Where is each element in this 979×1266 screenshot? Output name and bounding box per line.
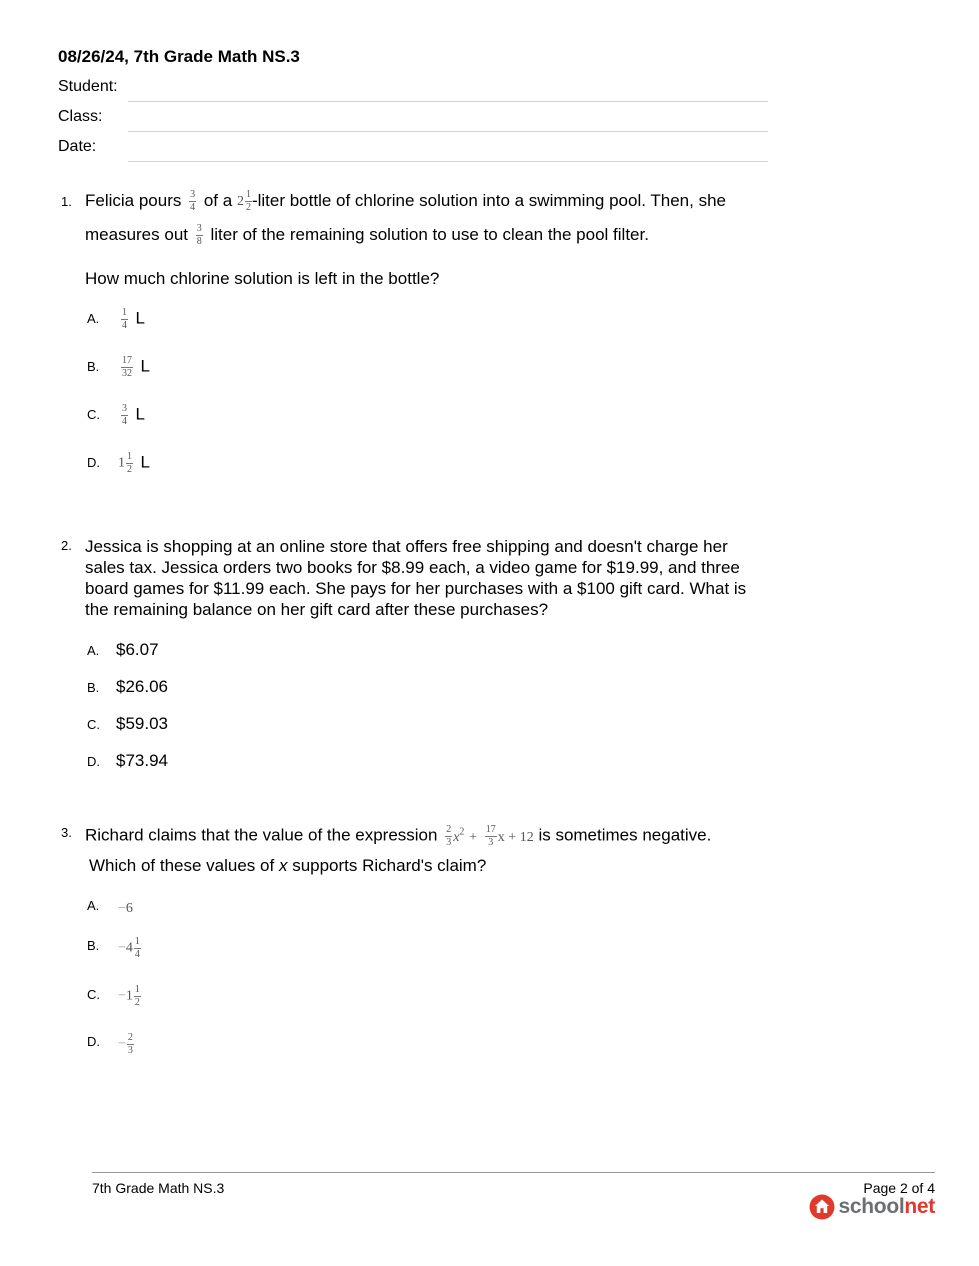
q3-option-b-sign: − <box>118 940 126 956</box>
q2-line-4: the remaining balance on her gift card after these purchases? <box>85 600 549 619</box>
q2-option-a-letter: A. <box>87 643 100 658</box>
q1-text-4: measures out <box>85 225 188 244</box>
q2-option-d[interactable]: $73.94 <box>116 751 168 770</box>
q1-text-3: -liter bottle of chlorine solution into a swimming pool. Then, she <box>251 191 726 210</box>
q1-option-d-letter: D. <box>87 455 100 470</box>
q3-option-c-letter: C. <box>87 987 100 1002</box>
q1-option-c-unit: L <box>135 404 145 424</box>
q3-option-b-fraction: $\frac{1}{4}$ <box>134 936 140 960</box>
student-field-line <box>128 101 768 102</box>
q1-text-1: Felicia pours <box>85 191 182 210</box>
house-icon <box>809 1194 835 1220</box>
question-3-prompt <box>89 855 486 876</box>
q1-option-c[interactable] <box>118 404 145 427</box>
q3-prompt-after: supports Richard's claim? <box>292 856 487 875</box>
q3-option-c-whole: 1 <box>125 988 133 1004</box>
q3-option-a-letter: A. <box>87 898 100 913</box>
q1-option-d-fraction: $\frac{1}{2}$ <box>127 451 132 475</box>
q2-line-3: board games for $11.99 each. She pays for her purchases with a $100 gift card. What is <box>85 579 747 598</box>
q3-expr-tail: x + 12 <box>497 829 534 845</box>
q3-option-a-sign: − <box>118 900 126 916</box>
q3-option-d-sign: − <box>118 1036 126 1052</box>
q3-option-c[interactable] <box>118 985 144 1008</box>
q3-option-a-whole: 6 <box>125 900 133 916</box>
q3-option-a[interactable] <box>118 900 133 918</box>
q3-expr-fraction-1: $\frac{2}{3}$ <box>446 823 452 848</box>
class-field-line <box>128 131 768 132</box>
page-number: Page 2 of 4 <box>863 1180 935 1196</box>
date-field-line <box>128 161 768 162</box>
q2-option-d-letter: D. <box>87 754 100 769</box>
question-1-line-2 <box>85 224 649 247</box>
q2-option-c-letter: C. <box>87 717 100 732</box>
q1-mixed-whole: 2 <box>236 194 244 210</box>
q3-expression <box>442 823 538 848</box>
q1-option-c-letter: C. <box>87 407 100 422</box>
footer-divider <box>92 1172 935 1173</box>
logo-wordmark <box>839 1195 936 1219</box>
class-label: Class: <box>58 108 103 125</box>
q1-option-d[interactable] <box>118 452 150 475</box>
date-label: Date: <box>58 138 97 155</box>
q1-fraction-1: $\frac{3}{4}$ <box>190 189 196 214</box>
q1-option-a[interactable] <box>118 308 145 331</box>
q3-option-b-letter: B. <box>87 938 100 953</box>
page-title: 08/26/24, 7th Grade Math NS.3 <box>58 47 300 66</box>
q1-option-b[interactable] <box>118 356 150 379</box>
q1-option-b-fraction: $\frac{17}{32}$ <box>122 355 132 379</box>
q3-option-d[interactable] <box>118 1033 137 1056</box>
q3-option-c-fraction: $\frac{1}{2}$ <box>134 984 140 1008</box>
logo-word-school: school <box>838 1195 905 1218</box>
q1-option-a-fraction: $\frac{1}{4}$ <box>122 307 127 331</box>
q3-text-before: Richard claims that the value of the expression <box>85 825 438 845</box>
q1-option-d-unit: L <box>140 452 150 472</box>
question-3-line-1 <box>85 821 711 848</box>
q1-option-d-whole: 1 <box>118 455 125 471</box>
q3-prompt-before: Which of these values of <box>89 856 275 875</box>
schoolnet-logo <box>809 1194 936 1220</box>
q1-option-c-fraction: $\frac{3}{4}$ <box>122 403 127 427</box>
q2-option-b-letter: B. <box>87 680 100 695</box>
q3-prompt-var: x <box>278 856 288 875</box>
q2-option-b[interactable]: $26.06 <box>116 677 168 696</box>
q3-expr-fraction-2: $\frac{17}{3}$ <box>485 823 496 848</box>
footer-title: 7th Grade Math NS.3 <box>92 1180 225 1196</box>
question-2-number: 2. <box>61 538 72 553</box>
q3-expr-plus: + <box>469 829 478 845</box>
q1-option-b-unit: L <box>140 356 150 376</box>
q2-line-1: Jessica is shopping at an online store that offers free shipping and doesn't charge her <box>85 537 728 556</box>
student-label: Student: <box>58 78 118 95</box>
q1-fraction-3: $\frac{3}{8}$ <box>196 223 202 248</box>
question-1-number: 1. <box>61 194 72 209</box>
q1-option-b-letter: B. <box>87 359 100 374</box>
q1-text-5: liter of the remaining solution to use to clean the pool filter. <box>210 225 649 244</box>
logo-word-net: net <box>904 1195 935 1218</box>
q2-option-c[interactable]: $59.03 <box>116 714 168 733</box>
q3-option-d-letter: D. <box>87 1034 100 1049</box>
q3-option-b[interactable] <box>118 937 144 960</box>
q2-line-2: sales tax. Jessica orders two books for $8.99 each, a video game for $19.99, and three <box>85 558 740 577</box>
q1-option-a-letter: A. <box>87 311 100 326</box>
q1-fraction-2: $\frac{1}{2}$ <box>245 189 251 214</box>
question-2-text <box>85 536 746 620</box>
q3-expr-x: x <box>453 829 460 845</box>
q3-option-b-whole: 4 <box>125 940 133 956</box>
q3-option-d-fraction: $\frac{2}{3}$ <box>127 1032 133 1056</box>
question-3-number: 3. <box>61 825 72 840</box>
q3-option-c-sign: − <box>118 988 126 1004</box>
q1-option-a-unit: L <box>135 308 145 328</box>
q3-text-after: is sometimes negative. <box>538 825 712 845</box>
question-1-line-1 <box>85 190 726 213</box>
q2-option-a[interactable]: $6.07 <box>116 640 159 659</box>
q3-expr-exponent: 2 <box>459 826 465 837</box>
q1-text-2: of a <box>203 191 233 210</box>
question-1-prompt: How much chlorine solution is left in the bottle? <box>85 269 440 288</box>
